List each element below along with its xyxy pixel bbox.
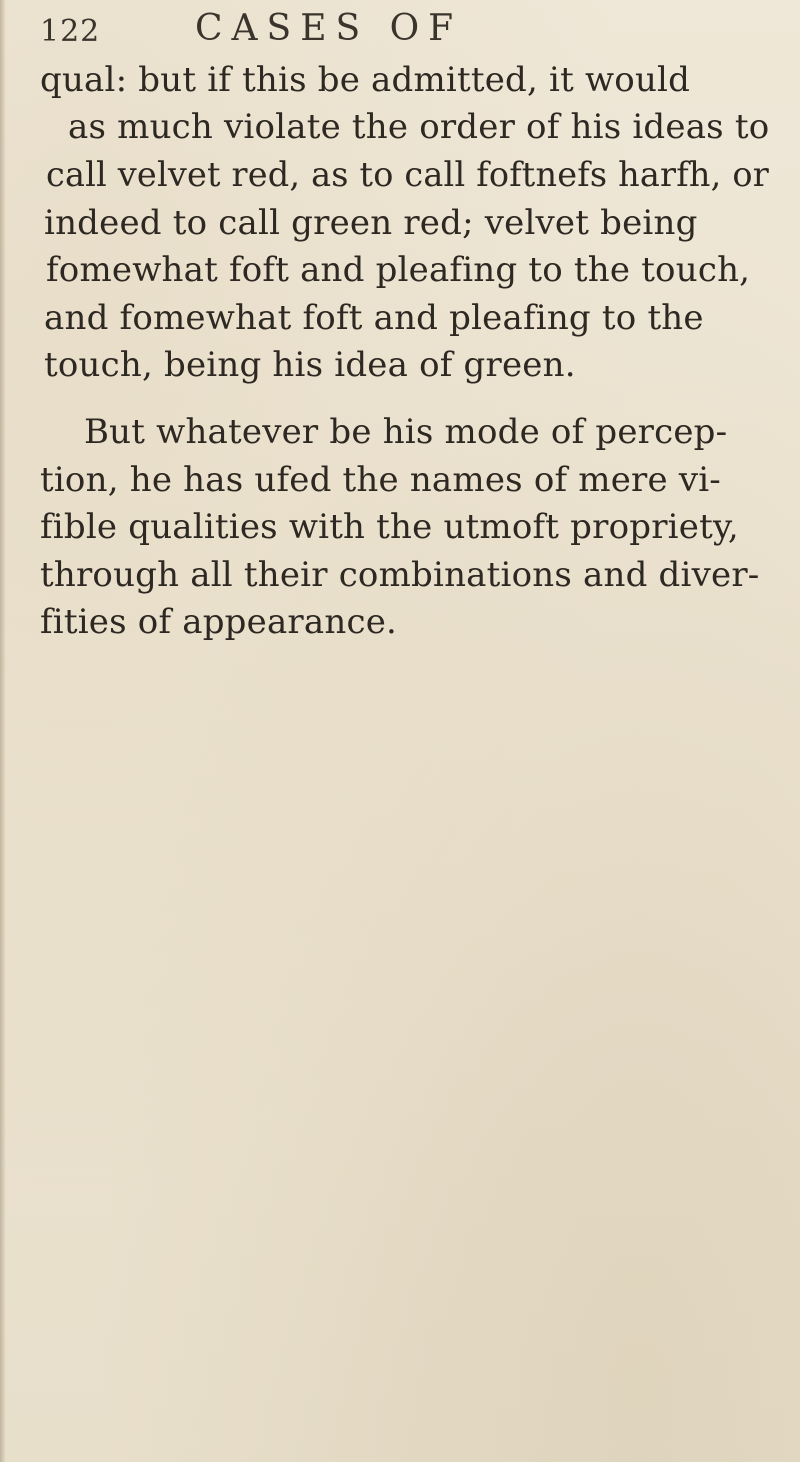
- text-line: tion, he has ufed the names of mere vi-: [40, 460, 721, 500]
- text-line: touch, being his idea of green.: [44, 345, 576, 385]
- text-line: and fomewhat foft and pleafing to the: [44, 298, 704, 338]
- text-line: fities of appearance.: [40, 602, 398, 642]
- running-head: CASES OF: [195, 8, 463, 49]
- page-left-edge-shadow: [0, 0, 6, 1462]
- page-number: 122: [40, 14, 101, 49]
- text-line: fible qualities with the utmoft propriety,: [40, 507, 739, 547]
- text-line: as much violate the order of his ideas to: [68, 107, 770, 147]
- text-line: through all their combinations and diver-: [40, 555, 760, 595]
- text-line: fomewhat foft and pleafing to the touch,: [46, 250, 751, 290]
- page-header: [0, 0, 800, 60]
- text-line: qual: but if this be admitted, it would: [40, 60, 691, 100]
- text-line: call velvet red, as to call foftnefs harfh, or: [46, 155, 769, 194]
- text-line-paragraph-start: But whatever be his mode of percep-: [84, 412, 728, 452]
- text-line: indeed to call green red; velvet being: [44, 203, 698, 243]
